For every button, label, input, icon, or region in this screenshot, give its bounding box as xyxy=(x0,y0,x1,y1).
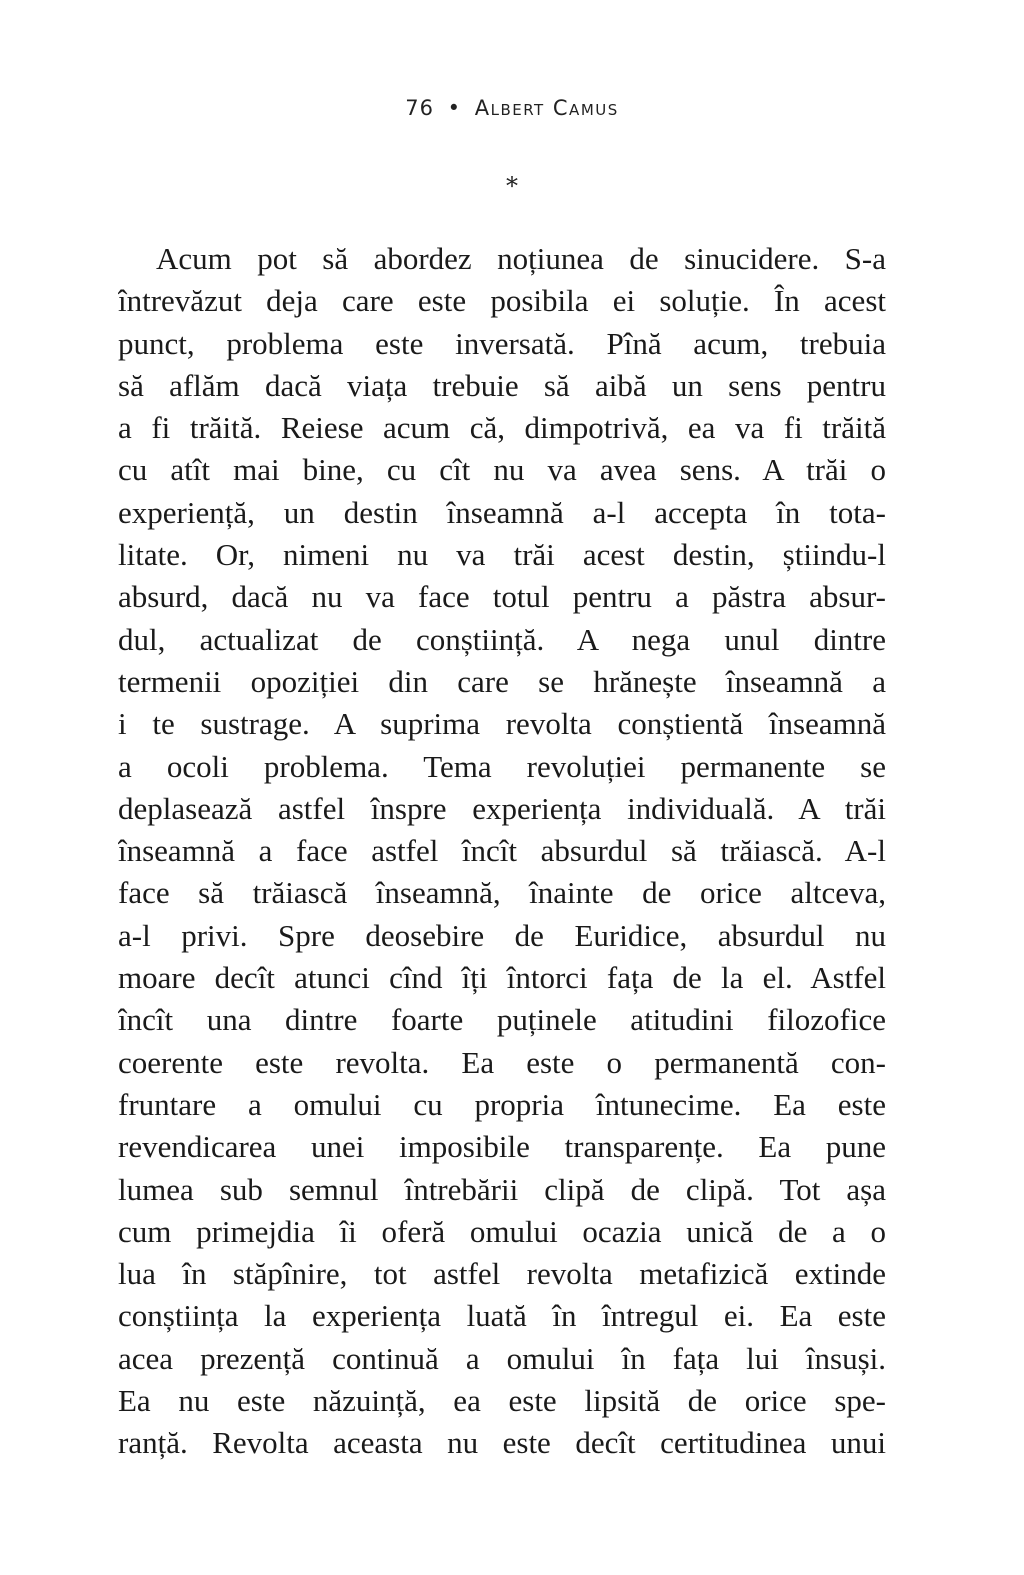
running-header xyxy=(0,96,1024,120)
text-line: moare decît atunci cînd îți întorci fața de la el. Astfel xyxy=(118,960,886,996)
text-line: lumea sub semnul întrebării clipă de clipă. Tot așa xyxy=(118,1171,886,1207)
text-line: a ocoli problema. Tema revoluției permanente se xyxy=(118,748,886,784)
text-line: absurd, dacă nu va face totul pentru a păstra absur- xyxy=(118,579,886,615)
text-line: cu atît mai bine, cu cît nu va avea sens. A trăi o xyxy=(118,452,886,488)
text-line: punct, problema este inversată. Pînă acum, trebuia xyxy=(118,325,886,361)
text-line: a fi trăită. Reiese acum că, dimpotrivă, ea va fi trăită xyxy=(118,410,886,446)
text-line: deplasează astfel înspre experiența individuală. A trăi xyxy=(118,790,886,826)
text-line: ranță. Revolta aceasta nu este decît certitudinea unui xyxy=(118,1425,886,1461)
text-line: încît una dintre foarte puținele atitudini filozofice xyxy=(118,1002,886,1038)
text-line: lua în stăpînire, tot astfel revolta metafizică extinde xyxy=(118,1256,886,1292)
text-line: cum primejdia îi oferă omului ocazia unică de a o xyxy=(118,1213,886,1249)
text-line: revendicarea unei imposibile transparențe. Ea pune xyxy=(118,1129,886,1165)
text-line: să aflăm dacă viața trebuie să aibă un sens pentru xyxy=(118,367,886,403)
page-number: 76 xyxy=(405,96,434,120)
text-line: a-l privi. Spre deosebire de Euridice, absurdul nu xyxy=(118,917,886,953)
text-line: experiență, un destin înseamnă a-l accepta în tota- xyxy=(118,494,886,530)
text-line: face să trăiască înseamnă, înainte de orice altceva, xyxy=(118,875,886,911)
body-text xyxy=(118,238,886,1465)
text-line: întrevăzut deja care este posibila ei soluție. În acest xyxy=(118,283,886,319)
author-name: Albert Camus xyxy=(474,96,619,120)
text-line: termenii opoziției din care se hrănește înseamnă a xyxy=(118,663,886,699)
text-line: fruntare a omului cu propria întunecime. Ea este xyxy=(118,1086,886,1122)
text-line: conștiința la experiența luată în întregul ei. Ea este xyxy=(118,1298,886,1334)
text-line: acea prezență continuă a omului în fața lui însuși. xyxy=(118,1340,886,1376)
text-line: înseamnă a face astfel încît absurdul să trăiască. A-l xyxy=(118,833,886,869)
text-line: Acum pot să abordez noțiunea de sinucidere. S-a xyxy=(156,241,886,276)
text-line: coerente este revolta. Ea este o permanentă con- xyxy=(118,1044,886,1080)
text-line: Ea nu este năzuință, ea este lipsită de orice spe- xyxy=(118,1383,886,1419)
section-ornament: * xyxy=(506,172,518,200)
text-line: litate. Or, nimeni nu va trăi acest destin, știindu-l xyxy=(118,537,886,573)
text-line: dul, actualizat de conștiință. A nega unul dintre xyxy=(118,621,886,657)
header-separator: • xyxy=(447,96,462,120)
text-line: i te sustrage. A suprima revolta conștientă înseamnă xyxy=(118,706,886,742)
